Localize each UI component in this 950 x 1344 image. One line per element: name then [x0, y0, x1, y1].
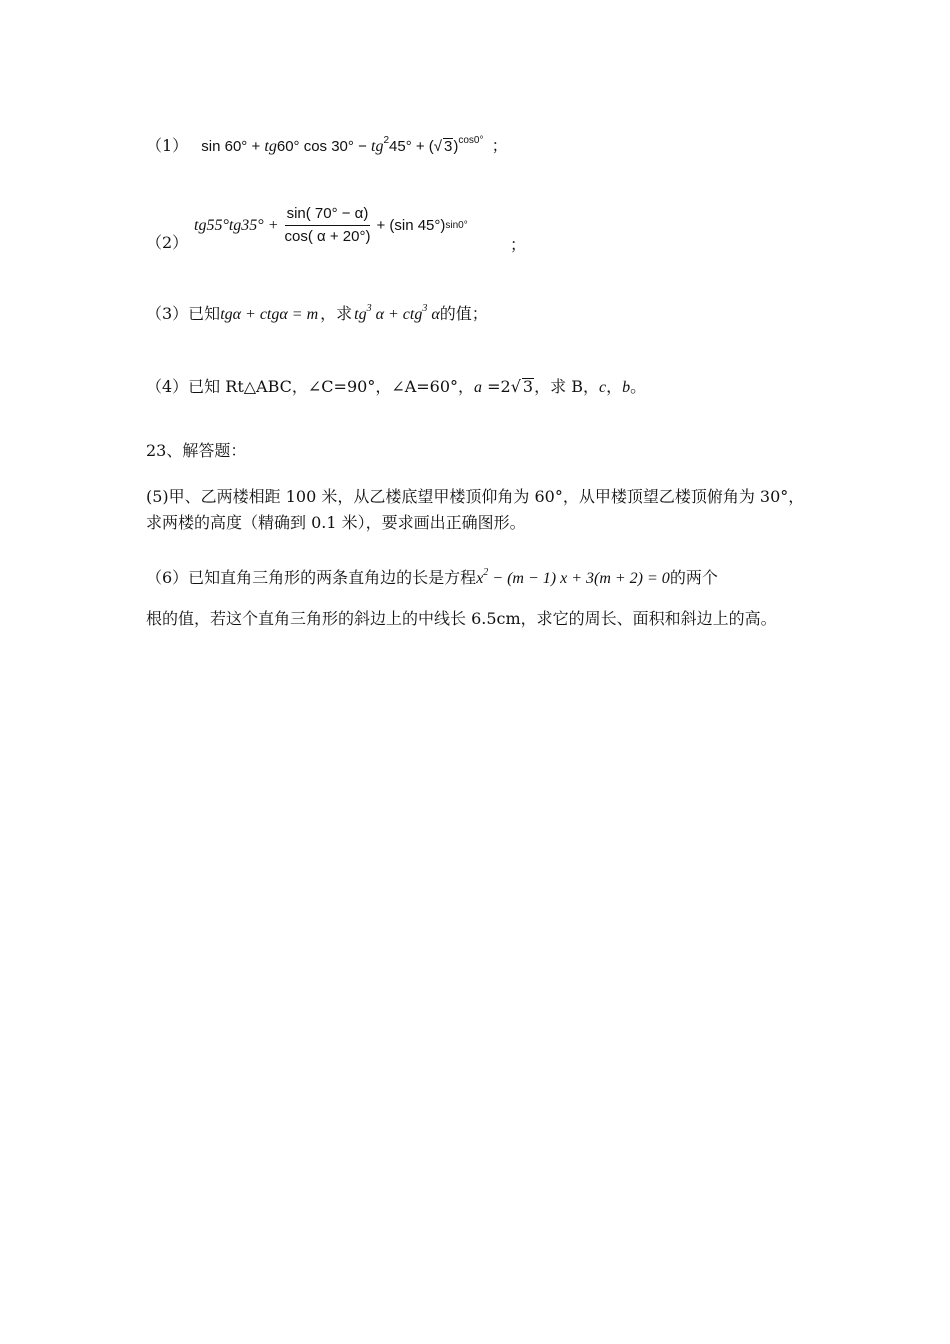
question-3 [146, 304, 488, 325]
question-3-mid: ，求 [320, 304, 353, 323]
question-6-post: 的两个 [669, 568, 718, 587]
question-3-end: 的值； [439, 304, 488, 323]
section-heading: 23、解答题： [146, 441, 247, 460]
variable-c: c [598, 379, 607, 396]
tg-symbol: tg [264, 138, 277, 155]
tg-symbol: tg [371, 138, 384, 155]
expr-part: sin 60° + [201, 138, 265, 155]
question-1-number: （1） [146, 136, 189, 155]
question-1-end: ； [491, 136, 508, 155]
expr-part: α [427, 306, 440, 323]
expr-part: tg55°tg35° + [194, 216, 279, 234]
exponent: 3 [422, 303, 428, 314]
question-3-lead: （3）已知 [146, 304, 221, 323]
question-1-expression: sin 60° + tg60° $\cos 30^\circ - tg^245^\circ$ + (√ 3)$^{cos0^\circ}$ [201, 135, 484, 155]
expr-part: x [476, 570, 484, 587]
question-6-line-2: 根的值，若这个直角三角形的斜边上的中线长 6.5cm，求它的周长、面积和斜边上的高。 [146, 609, 777, 628]
fraction-denominator: cos( α + 20°) [284, 228, 371, 245]
question-2-number: （2） [146, 233, 189, 252]
question-4: （4）已知 Rt△ABC，∠C=90°，∠A=60°，a =2√ 3，求 B，c，b。 [146, 377, 647, 396]
question-6-lead: （6）已知直角三角形的两条直角边的长是方程 [146, 568, 477, 587]
expr-part: α + ctg [371, 306, 423, 323]
question-4-tail: ，求 B， [534, 377, 599, 396]
fraction-numerator: sin( 70° − α) [285, 205, 371, 226]
exponent: 2 [383, 135, 390, 146]
question-4-lead: （4）已知 Rt△ABC，∠C=90°，∠A=60°， [146, 377, 475, 396]
question-3-condition: tgα + ctgα = m [220, 306, 319, 323]
expr-part: ) [453, 138, 459, 155]
question-2-end: ； [510, 235, 527, 254]
variable-b: b [622, 379, 631, 396]
expr-part: tg [354, 306, 367, 323]
question-5: (5)甲、乙两楼相距 100 米，从乙楼底望甲楼顶仰角为 60°，从甲楼顶望乙楼顶俯角为 30°，求两楼的高度（精确到 0.1 米），要求画出正确图形。 [146, 487, 805, 532]
expr-part: − (m − 1) x + 3(m + 2) = 0 [488, 570, 670, 587]
expr-part: 45° + ( [389, 138, 434, 155]
question-6-line-1 [146, 568, 718, 589]
radicand: 3 [522, 377, 534, 396]
separator: ， [606, 377, 623, 396]
question-3-target [354, 303, 440, 323]
fraction [282, 205, 372, 246]
question-2-expression: tg55°tg35° + $\frac{\sin( 70^\circ - \alpha)}{\cos( \alpha + 20^\circ)}$ + (sin 45°) sin0° [194, 205, 468, 245]
question-1 [146, 136, 508, 157]
radicand: 3 [444, 138, 453, 155]
exponent: 2 [483, 567, 489, 578]
variable-a: a [474, 379, 483, 396]
expr-part: + (sin 45°) [376, 216, 446, 234]
expr-part: 60° cos 30° − [276, 138, 371, 155]
question-6-equation [476, 567, 670, 587]
exponent: 3 [366, 303, 372, 314]
question-4-eq: =2 [482, 377, 511, 396]
exponent: cos0° [458, 135, 484, 146]
question-4-end: 。 [630, 377, 647, 396]
